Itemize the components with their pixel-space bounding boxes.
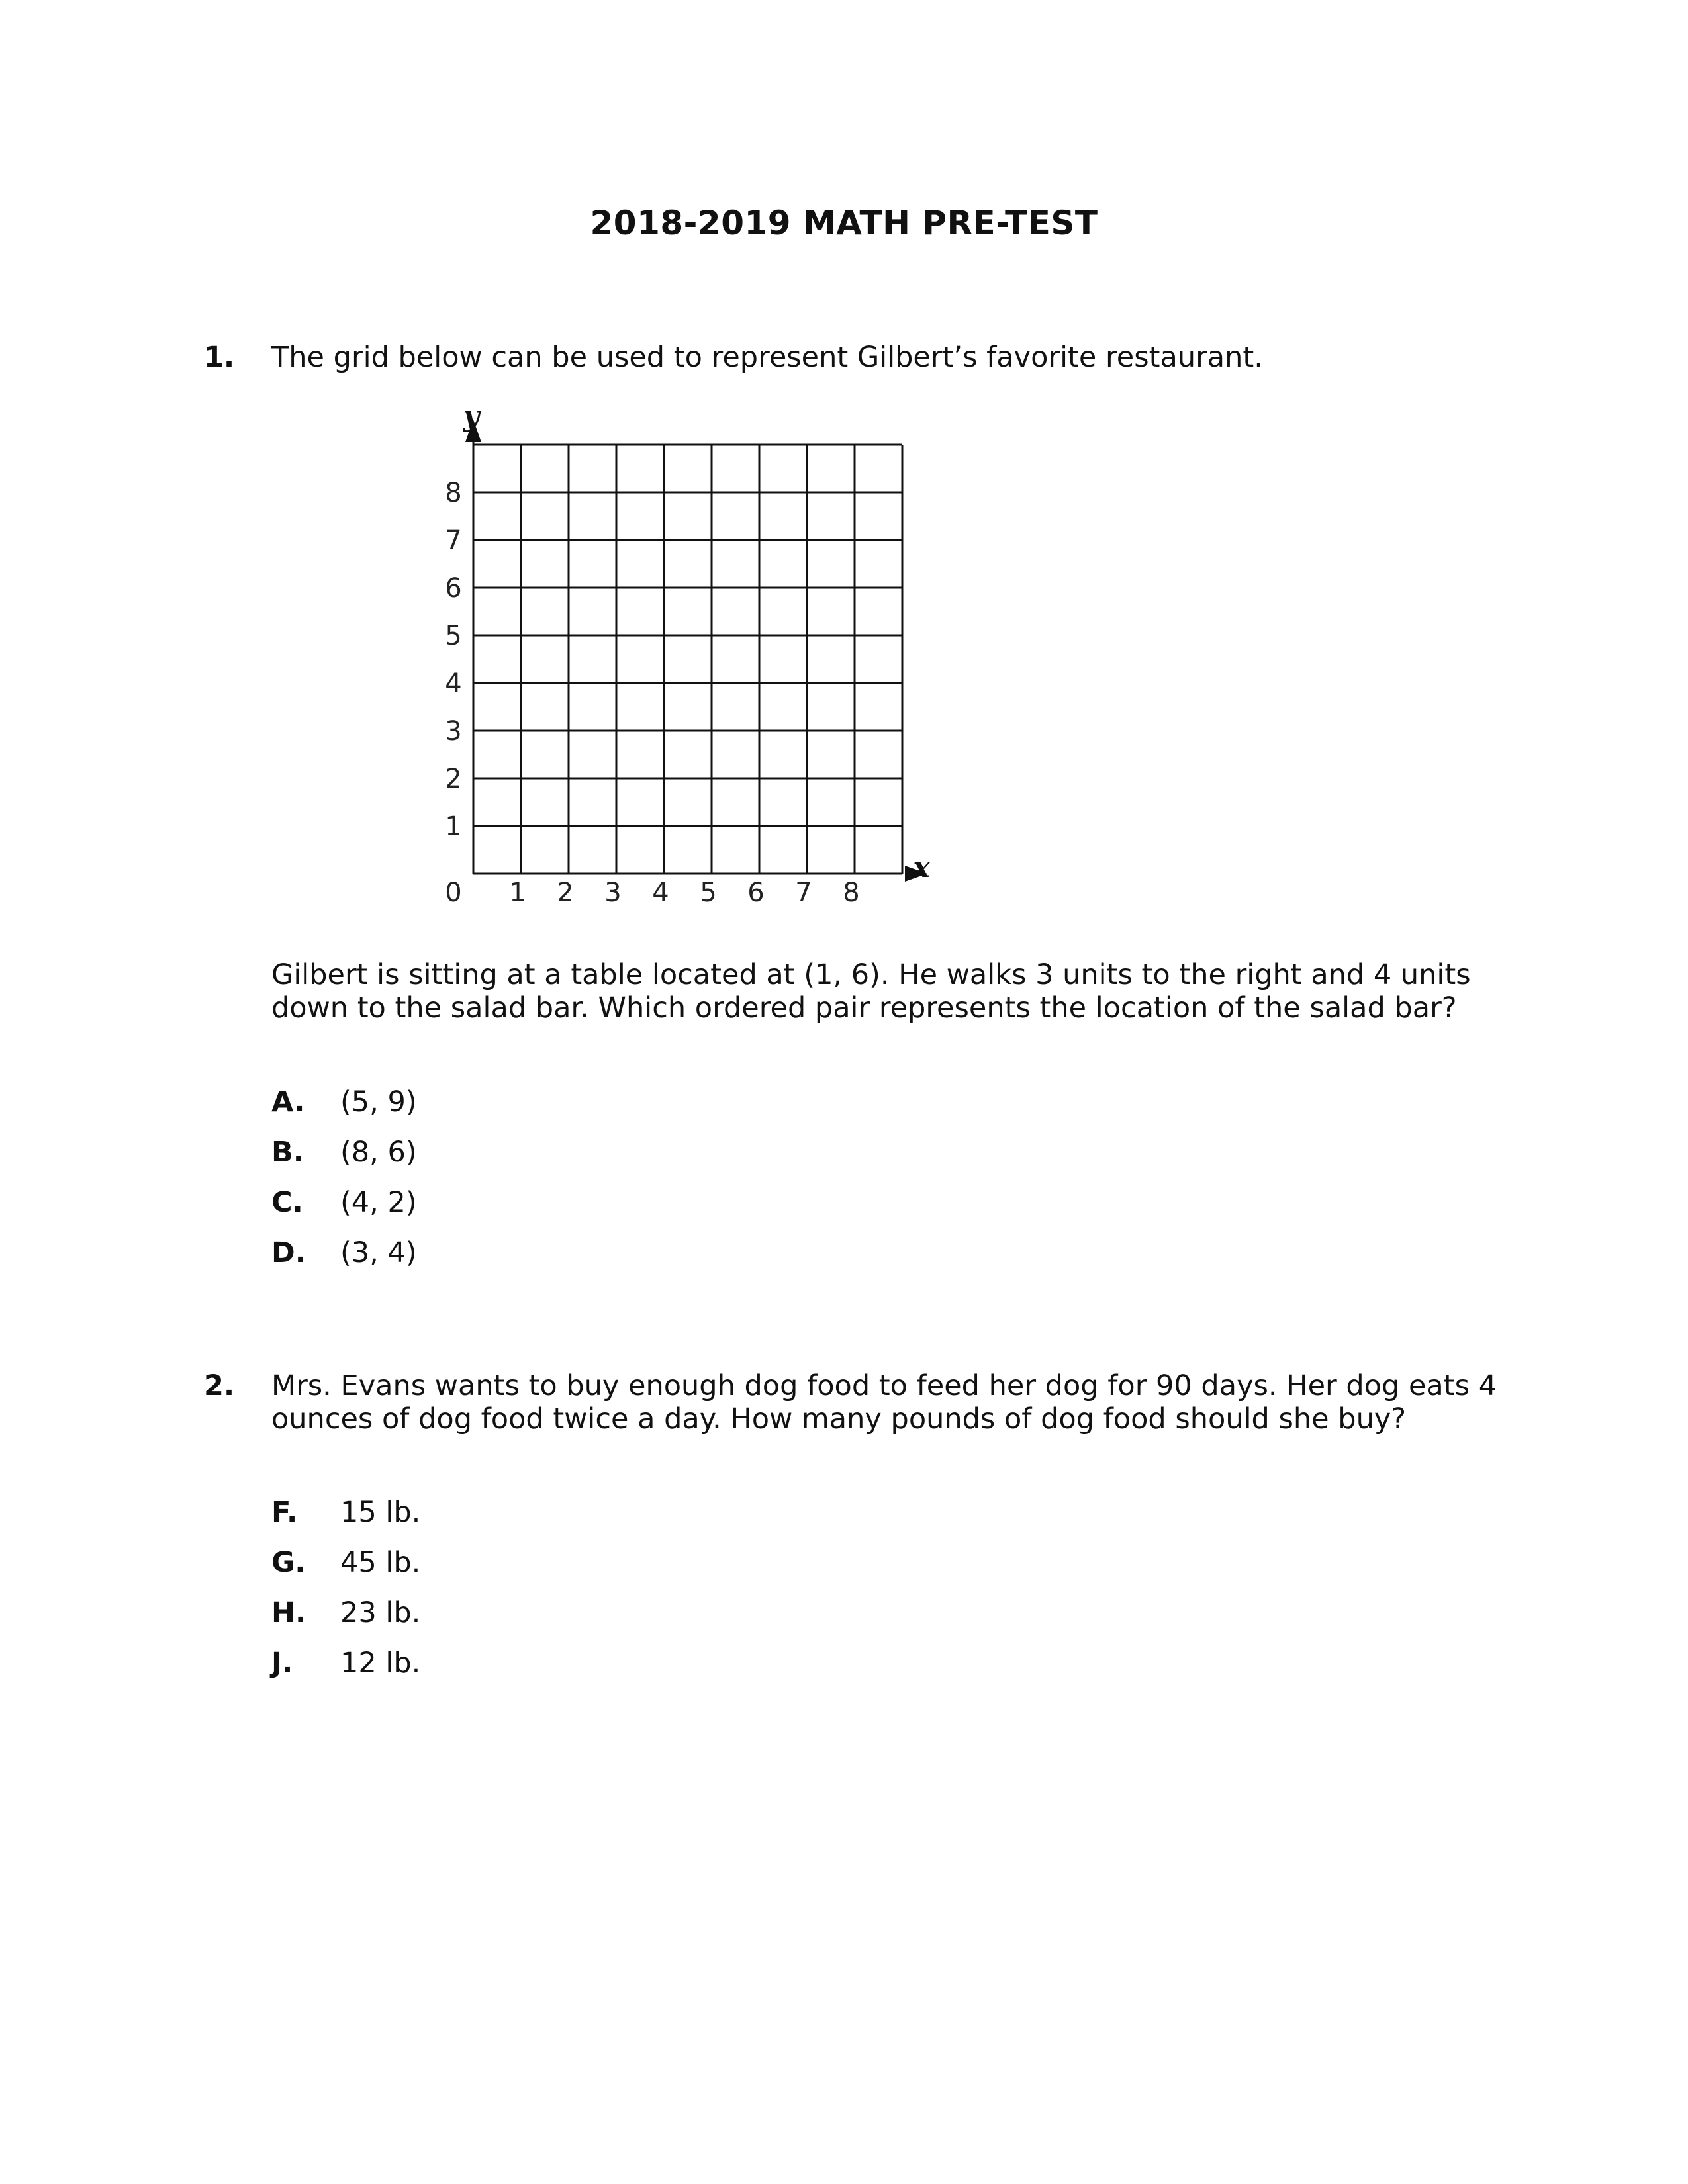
x-tick-label: 2 xyxy=(557,878,574,908)
y-tick-label: 2 xyxy=(445,764,462,794)
choice-f[interactable] xyxy=(271,1496,420,1529)
choice-h[interactable] xyxy=(271,1596,420,1629)
question-2-text-line-1: Mrs. Evans wants to buy enough dog food to feed her dog for 90 days. Her dog eats 4 xyxy=(271,1369,1497,1402)
x-axis-label: x xyxy=(913,851,930,884)
question-1-intro: The grid below can be used to represent Gilbert’s favorite restaurant. xyxy=(271,341,1263,374)
choice-c[interactable] xyxy=(271,1186,417,1219)
x-tick-label: 8 xyxy=(843,878,860,908)
choice-text: 45 lb. xyxy=(340,1546,421,1579)
choice-letter: B. xyxy=(271,1136,305,1169)
x-tick-label: 1 xyxy=(509,878,526,908)
y-tick-label: 5 xyxy=(445,621,462,651)
choice-b[interactable] xyxy=(271,1136,417,1169)
choice-letter: D. xyxy=(271,1236,306,1269)
choice-j[interactable] xyxy=(271,1647,420,1680)
choice-text: (3, 4) xyxy=(340,1236,417,1269)
choice-a[interactable] xyxy=(271,1085,417,1118)
axes xyxy=(465,420,927,882)
choice-text: (4, 2) xyxy=(340,1186,417,1219)
question-1-text-line-1: Gilbert is sitting at a table located at (1, 6). He walks 3 units to the right and 4 units xyxy=(271,958,1471,991)
question-1-text-line-2: down to the salad bar. Which ordered pair represents the location of the salad bar? xyxy=(271,991,1457,1024)
choice-letter: F. xyxy=(271,1496,298,1529)
question-1-number: 1. xyxy=(204,341,235,374)
y-tick-label: 4 xyxy=(445,668,462,699)
x-tick-label: 6 xyxy=(747,878,765,908)
choice-text: (5, 9) xyxy=(340,1085,417,1118)
y-axis-label: y xyxy=(463,404,480,432)
origin-label: 0 xyxy=(445,878,462,908)
choice-letter: H. xyxy=(271,1596,306,1629)
page-title: 2018-2019 MATH PRE-TEST xyxy=(590,204,1098,242)
y-tick-label: 8 xyxy=(445,478,462,508)
x-tick-label: 7 xyxy=(795,878,812,908)
question-2-text-line-2: ounces of dog food twice a day. How many pounds of dog food should she buy? xyxy=(271,1402,1407,1435)
question-2-number: 2. xyxy=(204,1369,235,1402)
choice-text: 23 lb. xyxy=(340,1596,421,1629)
y-tick-label: 3 xyxy=(445,716,462,747)
x-tick-label: 4 xyxy=(652,878,669,908)
choice-text: (8, 6) xyxy=(340,1136,417,1169)
x-tick-label: 3 xyxy=(604,878,622,908)
choice-text: 15 lb. xyxy=(340,1496,421,1529)
choice-g[interactable] xyxy=(271,1546,420,1579)
choice-letter: C. xyxy=(271,1186,303,1219)
choice-d[interactable] xyxy=(271,1236,417,1269)
choice-letter: J. xyxy=(271,1647,293,1680)
choice-text: 12 lb. xyxy=(340,1647,421,1680)
coordinate-grid xyxy=(424,404,940,920)
grid-lines xyxy=(473,445,902,874)
choice-letter: A. xyxy=(271,1085,305,1118)
y-tick-label: 1 xyxy=(445,811,462,842)
x-tick-labels xyxy=(509,878,859,908)
y-tick-label: 7 xyxy=(445,525,462,556)
y-tick-label: 6 xyxy=(445,573,462,604)
choice-letter: G. xyxy=(271,1546,306,1579)
y-tick-labels xyxy=(445,478,461,842)
x-tick-label: 5 xyxy=(700,878,717,908)
